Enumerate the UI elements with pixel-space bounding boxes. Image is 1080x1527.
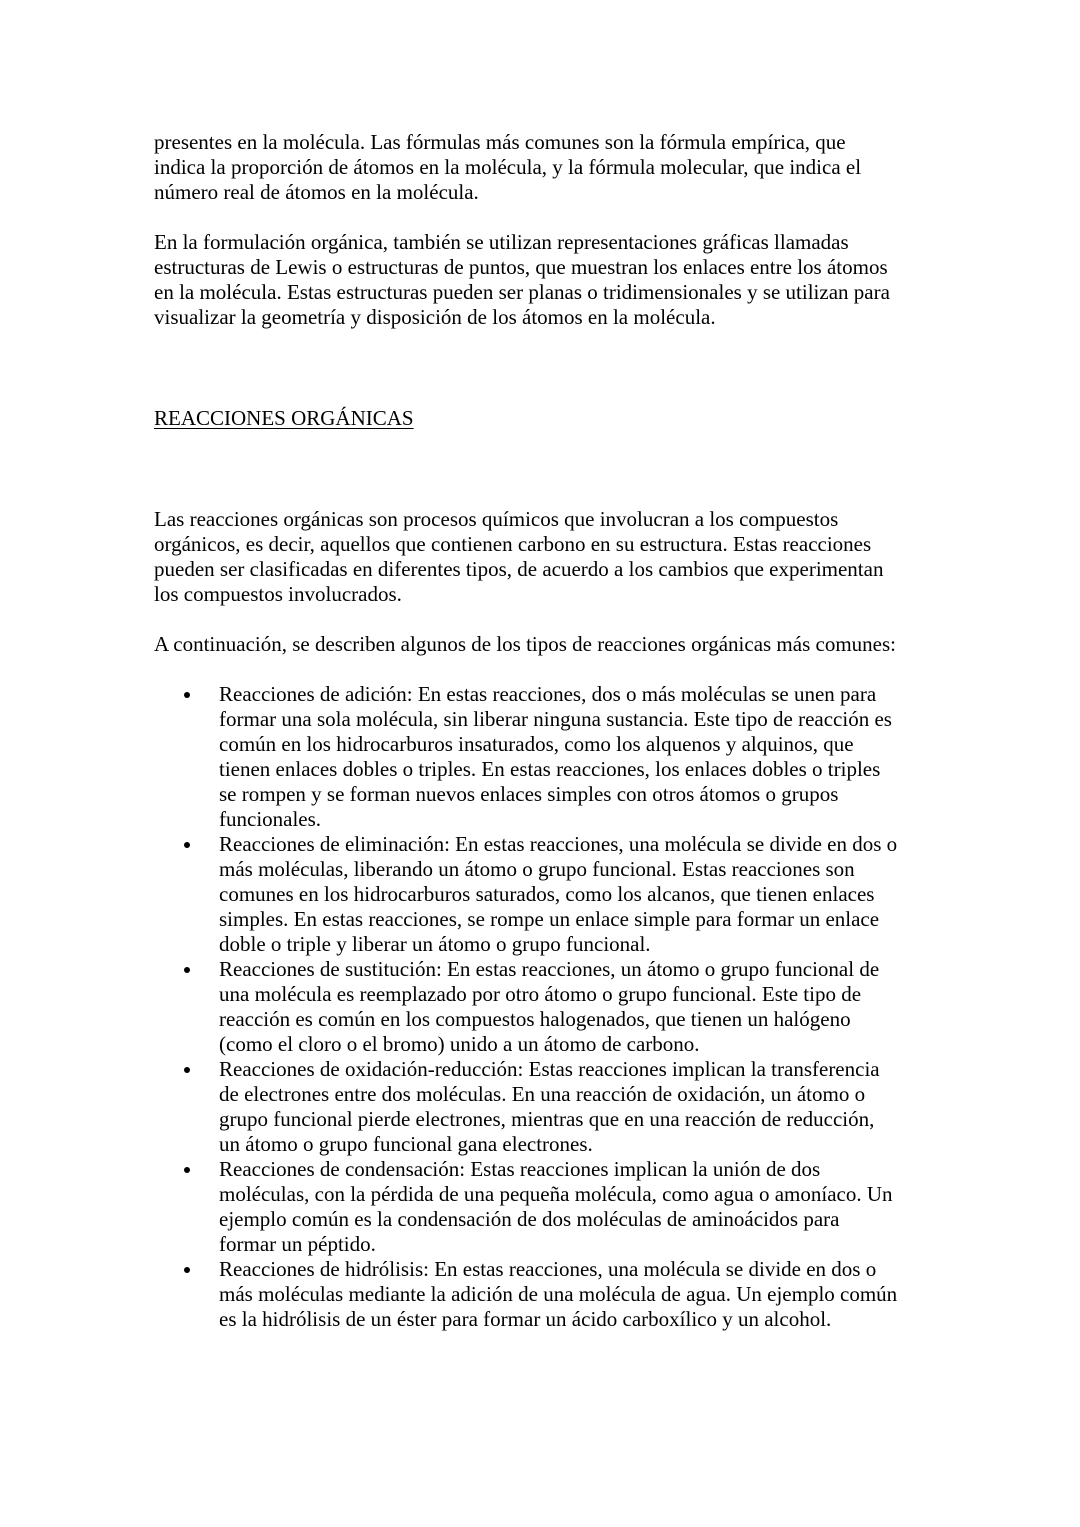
text-line: un átomo o grupo funcional gana electrones. xyxy=(219,1132,593,1156)
bullet-icon xyxy=(184,842,190,848)
text-line: número real de átomos en la molécula. xyxy=(154,180,479,204)
text-line: Reacciones de hidrólisis: En estas reacciones, una molécula se divide en dos o xyxy=(219,1257,877,1281)
text-line: ejemplo común es la condensación de dos moléculas de aminoácidos para xyxy=(219,1207,840,1231)
text-line: común en los hidrocarburos insaturados, como los alquenos y alquinos, que xyxy=(219,732,854,756)
text-line: formar un péptido. xyxy=(219,1232,376,1256)
text-line: en la molécula. Estas estructuras pueden ser planas o tridimensionales y se utilizan para xyxy=(154,280,890,304)
text-line: orgánicos, es decir, aquellos que contienen carbono en su estructura. Estas reacciones xyxy=(154,532,872,556)
text-line: reacción es común en los compuestos halogenados, que tienen un halógeno xyxy=(219,1007,851,1031)
list-item-oxidacion-reduccion xyxy=(154,1057,954,1157)
text-line: indica la proporción de átomos en la molécula, y la fórmula molecular, que indica el xyxy=(154,155,862,179)
paragraph-intro xyxy=(154,507,944,607)
text-line: funcionales. xyxy=(219,807,322,831)
text-line: es la hidrólisis de un éster para formar un ácido carboxílico y un alcohol. xyxy=(219,1307,832,1331)
list-item-sustitucion xyxy=(154,957,954,1057)
text-line: moléculas, con la pérdida de una pequeña molécula, como agua o amoníaco. Un xyxy=(219,1182,893,1206)
text-line: (como el cloro o el bromo) unido a un átomo de carbono. xyxy=(219,1032,700,1056)
text-line: Las reacciones orgánicas son procesos químicos que involucran a los compuestos xyxy=(154,507,839,531)
text-line: una molécula es reemplazado por otro átomo o grupo funcional. Este tipo de xyxy=(219,982,862,1006)
text-line: se rompen y se forman nuevos enlaces simples con otros átomos o grupos xyxy=(219,782,839,806)
bullet-icon xyxy=(184,967,190,973)
text-line: grupo funcional pierde electrones, mientras que en una reacción de reducción, xyxy=(219,1107,875,1131)
text-line: En la formulación orgánica, también se utilizan representaciones gráficas llamadas xyxy=(154,230,849,254)
bullet-icon xyxy=(184,1267,190,1273)
text-line: doble o triple y liberar un átomo o grupo funcional. xyxy=(219,932,651,956)
list-item-eliminacion xyxy=(154,832,954,957)
paragraph-molecular-formulas xyxy=(154,130,944,205)
list-item-condensacion xyxy=(154,1157,954,1257)
paragraph-lead-in xyxy=(154,632,944,657)
text-line: estructuras de Lewis o estructuras de puntos, que muestran los enlaces entre los átomos xyxy=(154,255,888,279)
text-line: comunes en los hidrocarburos saturados, como los alcanos, que tienen enlaces xyxy=(219,882,875,906)
text-line: formar una sola molécula, sin liberar ninguna sustancia. Este tipo de reacción es xyxy=(219,707,892,731)
text-line: visualizar la geometría y disposición de los átomos en la molécula. xyxy=(154,305,716,329)
list-item-adicion xyxy=(154,682,954,832)
text-line: los compuestos involucrados. xyxy=(154,582,402,606)
text-line: simples. En estas reacciones, se rompe un enlace simple para formar un enlace xyxy=(219,907,880,931)
bullet-icon xyxy=(184,692,190,698)
text-line: pueden ser clasificadas en diferentes tipos, de acuerdo a los cambios que experimentan xyxy=(154,557,884,581)
text-line: tienen enlaces dobles o triples. En estas reacciones, los enlaces dobles o triples xyxy=(219,757,881,781)
text-line: más moléculas, liberando un átomo o grupo funcional. Estas reacciones son xyxy=(219,857,855,881)
text-line: Reacciones de adición: En estas reacciones, dos o más moléculas se unen para xyxy=(219,682,877,706)
list-item-hidrolisis xyxy=(154,1257,954,1332)
text-line: más moléculas mediante la adición de una molécula de agua. Un ejemplo común xyxy=(219,1282,898,1306)
paragraph-lewis-structures xyxy=(154,230,944,330)
text-line: de electrones entre dos moléculas. En una reacción de oxidación, un átomo o xyxy=(219,1082,866,1106)
text-line: Reacciones de oxidación-reducción: Estas reacciones implican la transferencia xyxy=(219,1057,880,1081)
section-heading: REACCIONES ORGÁNICAS xyxy=(154,406,414,430)
bullet-icon xyxy=(184,1167,190,1173)
text-line: Reacciones de sustitución: En estas reacciones, un átomo o grupo funcional de xyxy=(219,957,880,981)
reaction-types-list xyxy=(154,682,954,1332)
text-line: presentes en la molécula. Las fórmulas más comunes son la fórmula empírica, que xyxy=(154,130,846,154)
text-line: Reacciones de condensación: Estas reacciones implican la unión de dos xyxy=(219,1157,821,1181)
bullet-icon xyxy=(184,1067,190,1073)
text-line: Reacciones de eliminación: En estas reacciones, una molécula se divide en dos o xyxy=(219,832,898,856)
text-line: A continuación, se describen algunos de los tipos de reacciones orgánicas más comunes: xyxy=(154,632,896,656)
